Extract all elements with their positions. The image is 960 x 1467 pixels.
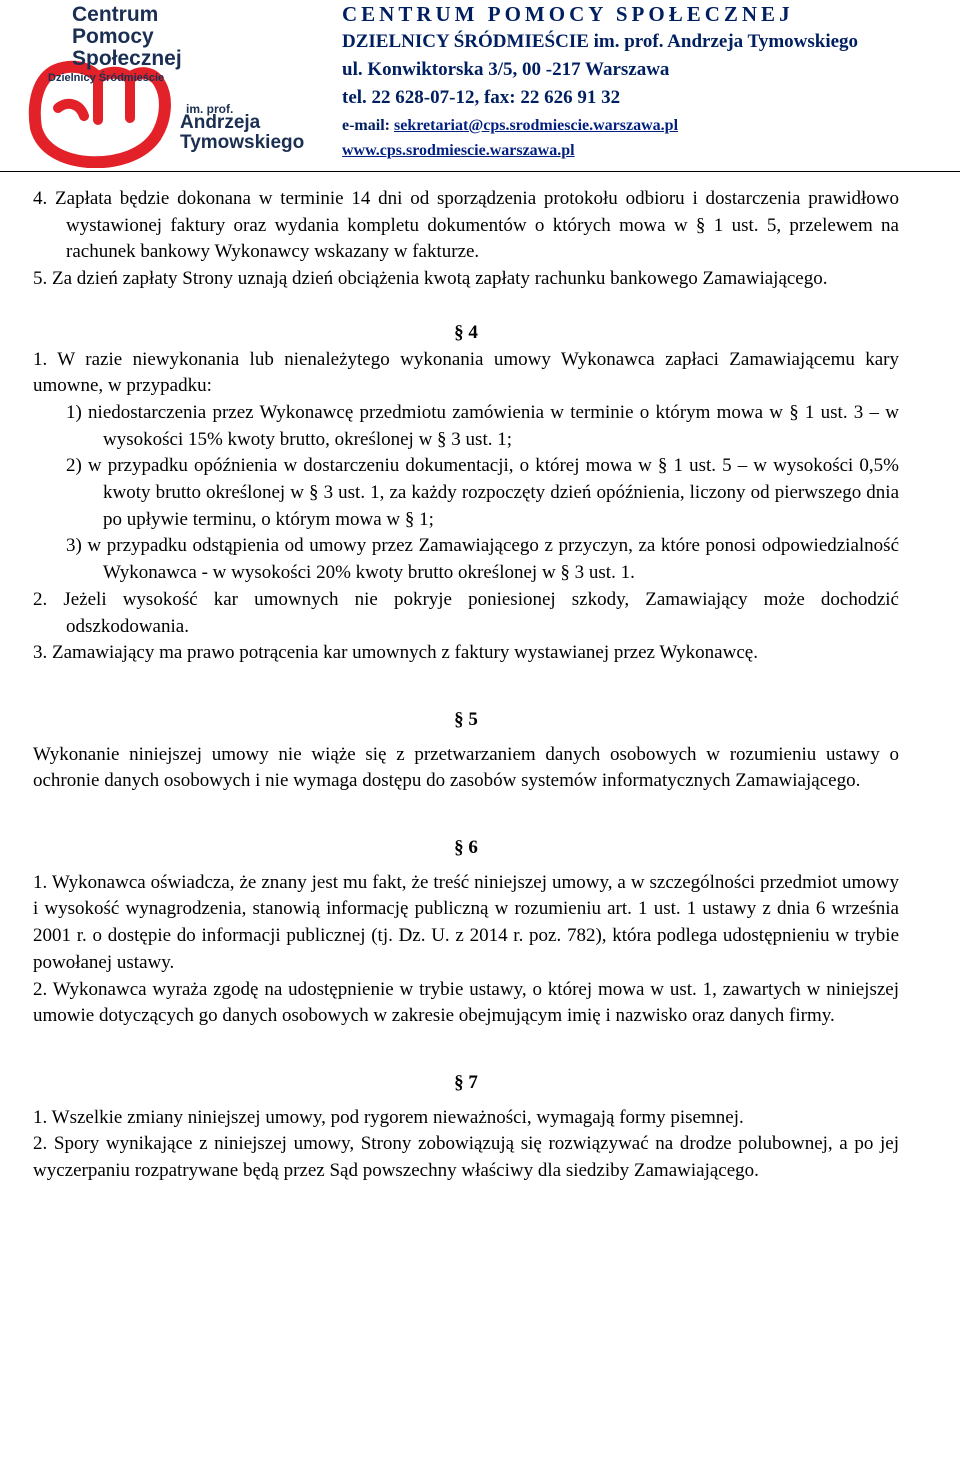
website-link[interactable]: www.cps.srodmiescie.warszawa.pl [342,142,575,159]
email-label: e-mail: [342,117,394,134]
document-body [33,186,899,1185]
paragraph-3-5: 5. Za dzień zapłaty Strony uznają dzień obciążenia kwotą zapłaty rachunku bankowego Zamawiającego. [33,268,828,290]
logo-text-line-6: Andrzeja [180,112,261,133]
logo-text-line-3: Społecznej [72,47,182,70]
org-email-line [342,112,858,140]
letterhead [0,0,960,172]
org-address: ul. Konwiktorska 3/5, 00 -217 Warszawa [342,59,670,80]
paragraph-4-2: 2. Jeżeli wysokość kar umownych nie pokryje poniesionej szkody, Zamawiający może dochodzić odszkodowania. [33,588,899,637]
paragraph-6-2: 2. Wykonawca wyraża zgodę na udostępnienie w trybie ustawy, o której mowa w ust. 1, zawartych w niniejszej umowie dotyczących go danych osobowych w zakresie obejmującym imię i nazwisko oraz danych firmy. [33,978,899,1027]
email-link[interactable]: sekretariat@cps.srodmiescie.warszawa.pl [393,117,679,134]
organization-contact [342,0,858,162]
paragraph-3-4: 4. Zapłata będzie dokonana w terminie 14 dni od sporządzenia protokołu odbioru i dostarczenia prawidłowo wystawionej faktury oraz wydania kompletu dokumentów o których mowa w § 1 ust. 5, przelewem na rachunek bankowy Wykonawcy wskazany w fakturze. [33,188,899,263]
header-divider [0,171,960,172]
org-phone: tel. 22 628-07-12, fax: 22 626 91 32 [342,87,621,108]
org-name: CENTRUM POMOCY SPOŁECZNEJ [342,2,794,26]
logo-text-line-4: Dzielnicy Śródmieście [48,72,165,84]
paragraph-7-1: 1. Wszelkie zmiany niniejszej umowy, pod rygorem nieważności, wymagają formy pisemnej. [33,1106,744,1128]
paragraph-4-3: 3. Zamawiający ma prawo potrącenia kar umownych z faktury wystawianej przez Wykonawcę. [33,642,758,664]
paragraph-5: Wykonanie niniejszej umowy nie wiąże się z przetwarzaniem danych osobowych w rozumieniu ustawy o ochronie danych osobowych i nie wymaga dostępu do zasobów systemów informatycznych Zamawiającego. [33,743,899,792]
logo-text-line-5: im. prof. [186,102,234,116]
org-district: DZIELNICY ŚRÓDMIEŚCIE im. prof. Andrzeja Tymowskiego [342,31,859,52]
paragraph-7-2: 2. Spory wynikające z niniejszej umowy, Strony zobowiązują się rozwiązywać na drodze polubownej, a po jej wyczerpaniu rozpatrywane będą przez Sąd powszechny właściwy dla siedziby Zamawiającego. [33,1133,899,1182]
paragraph-4-1-1: 1) niedostarczenia przez Wykonawcę przedmiotu zamówienia w terminie o którym mowa w § 1 ust. 3 – w wysokości 15% kwoty brutto, określonej w § 3 ust. 1; [66,401,899,450]
paragraph-4-1-2: 2) w przypadku opóźnienia w dostarczeniu dokumentacji, o której mowa w § 1 ust. 5 – w wysokości 0,5% kwoty brutto określonej w § 3 ust. 1, za każdy rozpoczęty dzień opóźnienia, liczony od pierwszego dnia po upływie terminu, o którym mowa w § 1; [66,455,899,530]
organization-logo [28,0,328,165]
paragraph-4-1: 1. W razie niewykonania lub nienależytego wykonania umowy Wykonawca zapłaci Zamawiającemu kary umowne, w przypadku: [33,348,899,397]
logo-text-line-7: Tymowskiego [180,132,305,153]
section-heading-4: § 4 [454,321,478,343]
org-website-line [342,140,858,162]
section-heading-5: § 5 [454,708,478,730]
section-heading-7: § 7 [454,1071,478,1093]
paragraph-6-1: 1. Wykonawca oświadcza, że znany jest mu fakt, że treść niniejszej umowy, a w szczególności przedmiot umowy i wysokość wynagrodzenia, stanowią informację publiczną w rozumieniu art. 1 ust. 1 ustawy z dnia 6 września 2001 r. o dostępie do informacji publicznej (tj. Dz. U. z 2014 r. poz. 782), która podlega udostępnieniu w trybie powołanej ustawy. [33,871,899,973]
logo-text-line-1: Centrum [72,3,159,26]
paragraph-4-1-3: 3) w przypadku odstąpienia od umowy przez Zamawiającego z przyczyn, za które ponosi odpowiedzialność Wykonawca - w wysokości 20% kwoty brutto określonej w § 3 ust. 1. [66,535,899,584]
section-heading-6: § 6 [454,837,478,859]
logo-text-line-2: Pomocy [72,25,154,48]
